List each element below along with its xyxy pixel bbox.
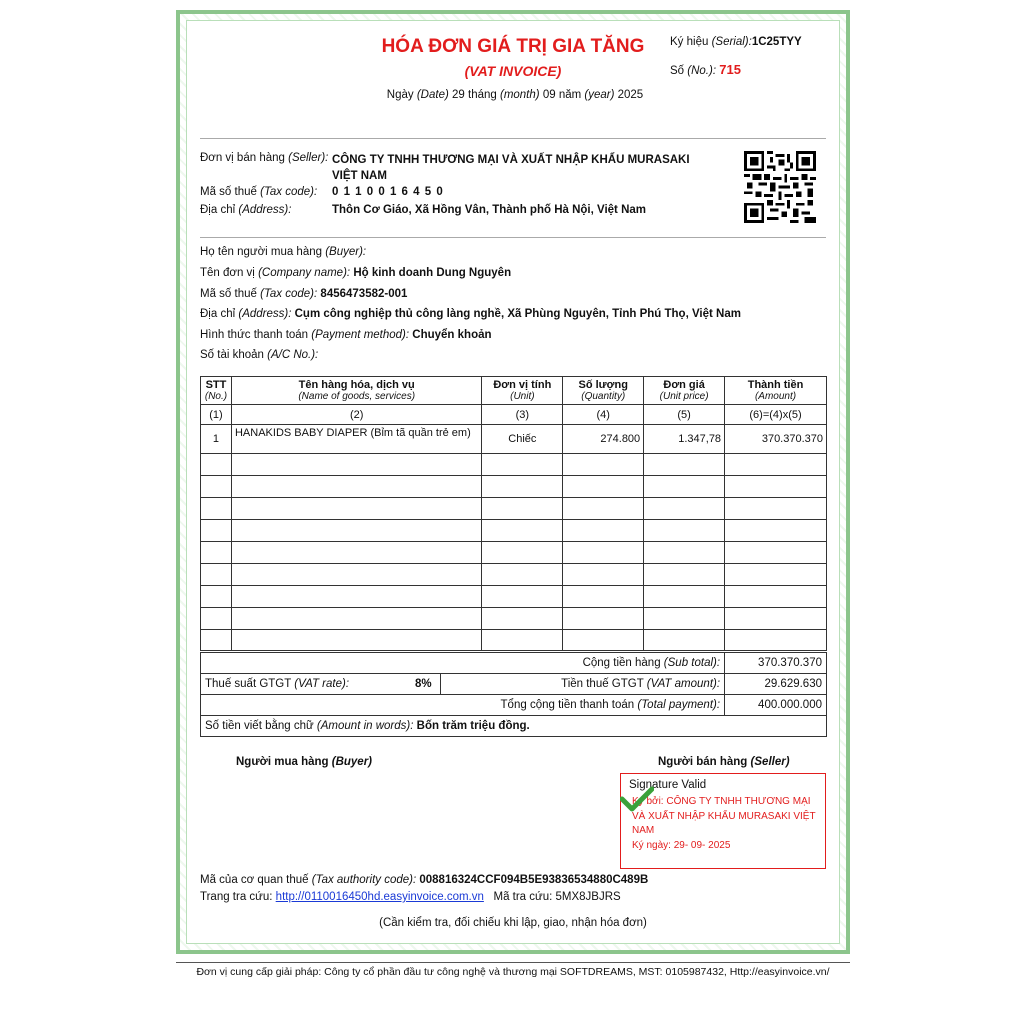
- buyer-company: Hộ kinh doanh Dung Nguyên: [353, 267, 512, 279]
- item-no: 1: [201, 425, 232, 454]
- lookup-code: 5MX8JBJRS: [555, 891, 621, 903]
- vat-rate-cell: Thuế suất GTGT (VAT rate): 8%: [201, 674, 441, 695]
- item-name: HANAKIDS BABY DIAPER (Bỉm tã quần trẻ em): [231, 425, 481, 454]
- empty-row: [201, 476, 827, 498]
- footer-divider: [176, 962, 850, 963]
- table-row: [201, 425, 827, 454]
- signature-valid-text: Signature Valid: [629, 779, 707, 791]
- buyer-tax-row: Mã số thuế (Tax code): 8456473582-001: [200, 288, 408, 300]
- vat-row: [201, 674, 827, 695]
- lookup-link[interactable]: http://0110016450hd.easyinvoice.com.vn: [275, 891, 484, 903]
- empty-row: [201, 630, 827, 651]
- empty-row: [201, 498, 827, 520]
- serial-value: 1C25TYY: [751, 36, 802, 48]
- col-header-quantity: Số lượng (Quantity): [563, 377, 644, 405]
- invoice-title: HÓA ĐƠN GIÁ TRỊ GIA TĂNG: [381, 36, 645, 57]
- account-number-row: Số tài khoản (A/C No.):: [200, 349, 319, 361]
- amount-words-cell: Số tiền viết bằng chữ (Amount in words): Bốn trăm triệu đồng.: [201, 716, 827, 737]
- invoice-date: Ngày (Date) 29 tháng (month) 09 năm (year) 2025: [386, 89, 644, 101]
- index-row: [201, 405, 827, 425]
- seller-tax-label: Mã số thuế (Tax code):: [200, 186, 318, 198]
- col-header-name: Tên hàng hóa, dịch vụ (Name of goods, services): [231, 377, 481, 405]
- qr-code[interactable]: [744, 151, 816, 223]
- invoice-number: 715: [719, 62, 741, 77]
- checkmark-icon: [620, 786, 654, 812]
- invoice-number-field: Số (No.): 715: [670, 62, 741, 77]
- col-header-unit-price: Đơn giá (Unit price): [644, 377, 725, 405]
- subtotal-row: [201, 653, 827, 674]
- index-cell: (5): [644, 405, 725, 425]
- item-amount: 370.370.370: [725, 425, 827, 454]
- buyer-signature-label: Người mua hàng (Buyer): [236, 756, 373, 768]
- tax-authority-code: 008816324CCF094B5E93836534880C489B: [419, 874, 649, 886]
- seller-signature-label: Người bán hàng (Seller): [658, 756, 790, 768]
- empty-row: [201, 542, 827, 564]
- buyer-company-row: Tên đơn vị (Company name): Hộ kinh doanh Dung Nguyên: [200, 267, 512, 279]
- empty-row: [201, 608, 827, 630]
- index-cell: (6)=(4)x(5): [725, 405, 827, 425]
- provider-footer: Đơn vị cung cấp giải pháp: Công ty cổ phần đầu tư công nghệ và thương mại SOFTDREAMS, MST: 0105987432, Http://easyinvoice.vn/: [196, 966, 830, 978]
- item-unit-price: 1.347,78: [644, 425, 725, 454]
- total-value: 400.000.000: [725, 695, 827, 716]
- items-table: [200, 376, 827, 651]
- index-cell: (2): [231, 405, 481, 425]
- payment-method: Chuyển khoản: [412, 329, 492, 341]
- subtotal-value: 370.370.370: [725, 653, 827, 674]
- amount-words-row: [201, 716, 827, 737]
- total-label: Tổng cộng tiền thanh toán (Total payment):: [201, 695, 725, 716]
- index-cell: (4): [563, 405, 644, 425]
- subtotal-label: Cộng tiền hàng (Sub total):: [201, 653, 725, 674]
- col-header-unit: Đơn vị tính (Unit): [482, 377, 563, 405]
- col-header-amount: Thành tiền (Amount): [725, 377, 827, 405]
- divider: [200, 138, 826, 139]
- buyer-address-row: Địa chỉ (Address): Cụm công nghiệp thủ công làng nghề, Xã Phùng Nguyên, Tỉnh Phú Thọ, Việt Nam: [200, 308, 741, 320]
- amount-words: Bốn trăm triệu đồng.: [416, 720, 530, 732]
- empty-row: [201, 520, 827, 542]
- buyer-name-row: Họ tên người mua hàng (Buyer):: [200, 246, 367, 258]
- empty-row: [201, 454, 827, 476]
- seller-address: Thôn Cơ Giáo, Xã Hồng Vân, Thành phố Hà Nội, Việt Nam: [332, 204, 647, 216]
- seller-name: CÔNG TY TNHH THƯƠNG MẠI VÀ XUẤT NHẬP KHẨU MURASAKI VIỆT NAM: [332, 154, 690, 182]
- divider: [200, 237, 826, 238]
- buyer-address: Cụm công nghiệp thủ công làng nghề, Xã Phùng Nguyên, Tỉnh Phú Thọ, Việt Nam: [294, 308, 741, 320]
- seller-label: Đơn vị bán hàng (Seller):: [200, 152, 329, 164]
- seller-address-label: Địa chỉ (Address):: [200, 204, 292, 216]
- table-header-row: [201, 377, 827, 405]
- vat-amount-label: Tiền thuế GTGT (VAT amount):: [440, 674, 724, 695]
- empty-row: [201, 564, 827, 586]
- total-row: [201, 695, 827, 716]
- vat-rate-value: 8%: [414, 678, 432, 690]
- signature-details: Ký bởi: CÔNG TY TNHH THƯƠNG MẠI VÀ XUẤT NHẬP KHẨU MURASAKI VIỆT NAM Ký ngày: 29- 09- 2025: [632, 796, 816, 851]
- col-header-no: STT (No.): [201, 377, 232, 405]
- serial-field: Ký hiệu (Serial):1C25TYY: [670, 36, 802, 48]
- totals-table: [200, 652, 827, 737]
- item-unit: Chiếc: [482, 425, 563, 454]
- tax-authority-row: Mã của cơ quan thuế (Tax authority code): 008816324CCF094B5E93836534880C489B: [200, 874, 649, 886]
- empty-row: [201, 586, 827, 608]
- payment-method-row: Hình thức thanh toán (Payment method): Chuyển khoản: [200, 329, 492, 341]
- index-cell: (1): [201, 405, 232, 425]
- seller-tax-code: 0 1 1 0 0 1 6 4 5 0: [332, 186, 444, 198]
- vat-amount-value: 29.629.630: [725, 674, 827, 695]
- verification-note: (Cần kiểm tra, đối chiếu khi lập, giao, nhận hóa đơn): [379, 917, 647, 929]
- buyer-tax-code: 8456473582-001: [320, 288, 408, 300]
- index-cell: (3): [482, 405, 563, 425]
- item-quantity: 274.800: [563, 425, 644, 454]
- invoice-subtitle: (VAT INVOICE): [464, 63, 562, 79]
- lookup-row: Trang tra cứu: http://0110016450hd.easyinvoice.com.vn Mã tra cứu: 5MX8JBJRS: [200, 891, 621, 903]
